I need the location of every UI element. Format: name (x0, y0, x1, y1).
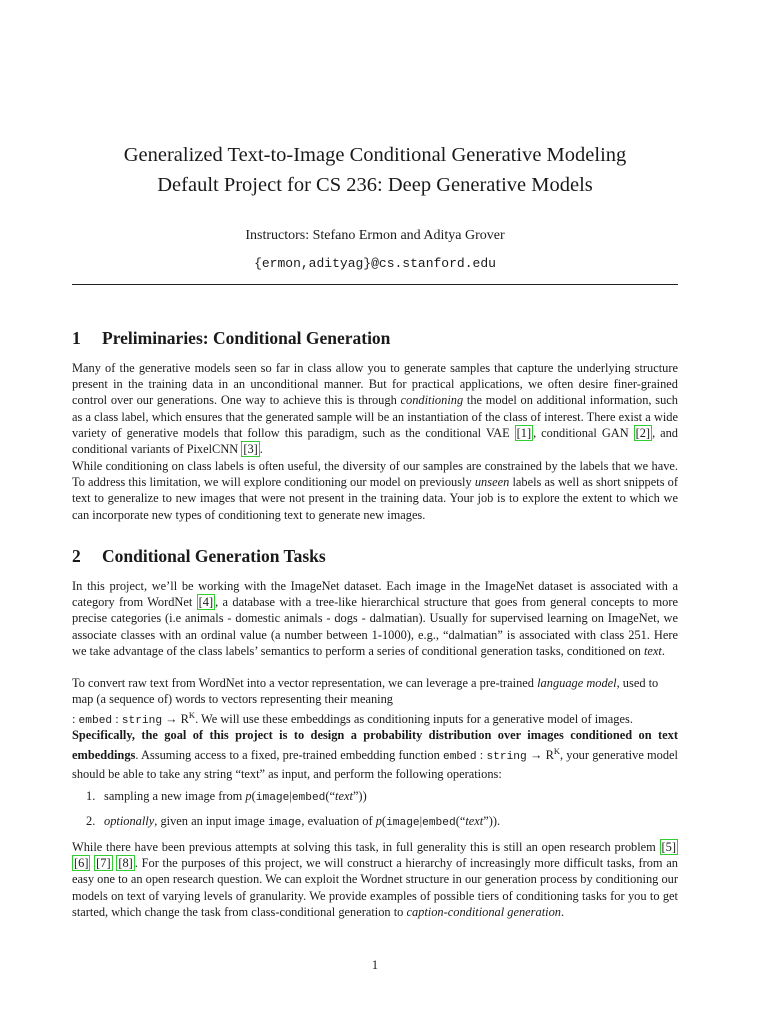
text-run: . (497, 814, 501, 828)
section-2-paragraph-4 (72, 839, 678, 920)
section-2-number: 2 (72, 546, 81, 566)
superscript: K (188, 710, 196, 721)
text-run: , evaluation of (301, 814, 376, 828)
math-symbol: p (245, 789, 252, 803)
code-token: image (386, 817, 420, 829)
paper-title (72, 140, 678, 200)
list-marker: 2. (86, 814, 96, 828)
section-2-title: Conditional Generation Tasks (102, 546, 326, 566)
text-run: : (112, 712, 122, 727)
citation-link[interactable]: [2] (635, 425, 651, 440)
text-run: ( (381, 814, 387, 828)
text-run: → R (526, 748, 554, 763)
operation-item (86, 813, 500, 831)
text-run: → R (162, 712, 189, 727)
math-symbol: p (375, 814, 382, 828)
text-run: . Assuming access to a fixed, pre-trained embedding function (135, 748, 443, 763)
text-run: . We will use these embeddings as conditioning inputs for a generative model of images. (195, 712, 633, 727)
paper-page (72, 0, 678, 1024)
text-run: ( (251, 789, 256, 803)
text-run: , and conditional variants of PixelCNN (72, 425, 678, 457)
code-token: embed (422, 817, 456, 829)
text-run: ”)) (483, 814, 497, 828)
superscript: K (553, 746, 560, 757)
citation-link[interactable]: [3] (243, 442, 258, 457)
citation-link[interactable]: [4] (198, 595, 214, 610)
section-2-paragraph-3 (72, 727, 678, 782)
bold-statement: Specifically, the goal of this project is to design a probability distribution over images conditioned on text embeddings (72, 728, 678, 763)
text-run: : (72, 712, 79, 727)
instructors: Instructors: Stefano Ermon and Aditya Grover (245, 228, 505, 243)
emphasis: unseen (474, 475, 510, 490)
text-run: ”)) (352, 789, 367, 803)
section-1-heading (72, 327, 390, 349)
page-number: 1 (371, 958, 379, 972)
citation-link[interactable]: [1] (516, 425, 532, 440)
list-marker: 1. (86, 789, 96, 803)
code-token: image (255, 792, 290, 804)
text-run: , given an input image (154, 814, 268, 828)
text-run: While there have been previous attempts at solving this task, in full generality this is still an open research problem (72, 840, 660, 854)
section-2-paragraph-1 (72, 578, 678, 659)
emphasis: text (465, 814, 484, 828)
section-2-paragraph-2 (72, 675, 678, 730)
text-run: While conditioning on class labels is often useful, the diversity of our samples are constrained by the labels that we have. To address this limitation, we will explore conditioning our model on previously (72, 459, 678, 490)
text-run: : (476, 748, 487, 763)
instructor-email: {ermon,adityag}@cs.stanford.edu (254, 256, 496, 271)
section-1-title: Preliminaries: Conditional Generation (102, 328, 391, 348)
section-1-paragraph-2 (72, 458, 678, 523)
text-run: , used to map (a sequence of) words to vectors representing their meaning (72, 676, 659, 707)
citation-link[interactable]: [5] (661, 840, 676, 854)
section-1-number: 1 (72, 328, 81, 348)
text-run: , conditional GAN (533, 425, 634, 440)
emphasis: caption-conditional generation (406, 904, 561, 919)
section-2-heading (72, 545, 326, 567)
emphasis: text (643, 643, 662, 658)
text-run: . For the purposes of this project, we will construct a hierarchy of increasingly more difficult tasks, from an easy one to an open research question. We can exploit the Wordnet structure in our generation process by conditioning our models on text of varying levels of granularity. We provide examples of possible tiers of conditioning tasks for you to get started, which change the task from class-conditional generation to (72, 856, 678, 919)
code-token: string (486, 751, 527, 764)
citation-link[interactable]: [6] (74, 856, 89, 871)
code-token: embed (443, 751, 477, 764)
code-token: image (267, 817, 302, 829)
section-1-paragraph-1 (72, 360, 678, 457)
text-run: Many of the generative models seen so far in class allow you to generate samples that capture the underlying structure present in the training data in an unconditional manner. But for practical applications, we often desire finer-grained control over our generations. One way to achieve this is through (72, 361, 678, 408)
text-run: sampling a new image from (104, 789, 246, 803)
text-run: (“ (455, 814, 466, 828)
code-token: embed (78, 715, 113, 728)
text-run: | (289, 789, 292, 803)
text-run: In this project, we’ll be working with the ImageNet dataset. Each image in the ImageNet dataset is associated with a category from WordNet (72, 579, 678, 610)
text-run: (“ (325, 789, 336, 803)
title-line-2: Default Project for CS 236: Deep Generative Models (157, 174, 593, 196)
text-run: , a database with a tree-like hierarchical structure that goes from general concepts to more precise categories (i.e animals - domestic animals - dogs - dalmatian). Usually for supervised learning on ImageNet, we associate classes with an ordinal value (a number between 1-1000), e.g., “dalmatian” is associated with class 251. Here we take advantage of the class labels’ semantics to perform a series of conditional generation tasks, conditioned on (72, 595, 678, 658)
citation-link[interactable]: [8] (118, 856, 133, 871)
text-run: . (560, 904, 565, 919)
title-rule (72, 284, 678, 285)
citation-link[interactable]: [7] (96, 856, 111, 871)
emphasis: language model (537, 676, 617, 690)
emphasis: text (335, 789, 353, 803)
text-run: . (661, 643, 665, 658)
text-run: . (259, 442, 263, 457)
operation-item (86, 788, 367, 806)
code-token: embed (291, 792, 326, 804)
emphasis: optionally (104, 814, 155, 828)
code-token: string (121, 715, 163, 728)
text-run: , your generative model should be able to take any string “text” as input, and perform the following operations: (72, 748, 679, 781)
text-run: | (419, 814, 423, 828)
title-line-1: Generalized Text-to-Image Conditional Generative Modeling (123, 144, 627, 166)
text-run: the model on additional information, such as a class label, which ensures that the generated sample will be an instantiation of the class of interest. There exist a wide variety of generative models that follow this paradigm, such as the conditional VAE (72, 393, 678, 440)
emphasis: conditioning (400, 393, 464, 408)
text-run: labels as well as short snippets of text to generalize to new images that were not present in the training data. Your job is to explore the extent to which we can incorporate new types of conditioning text to generate new images. (72, 475, 678, 522)
text-run: To convert raw text from WordNet into a vector representation, we can leverage a pre-trained (72, 676, 538, 690)
